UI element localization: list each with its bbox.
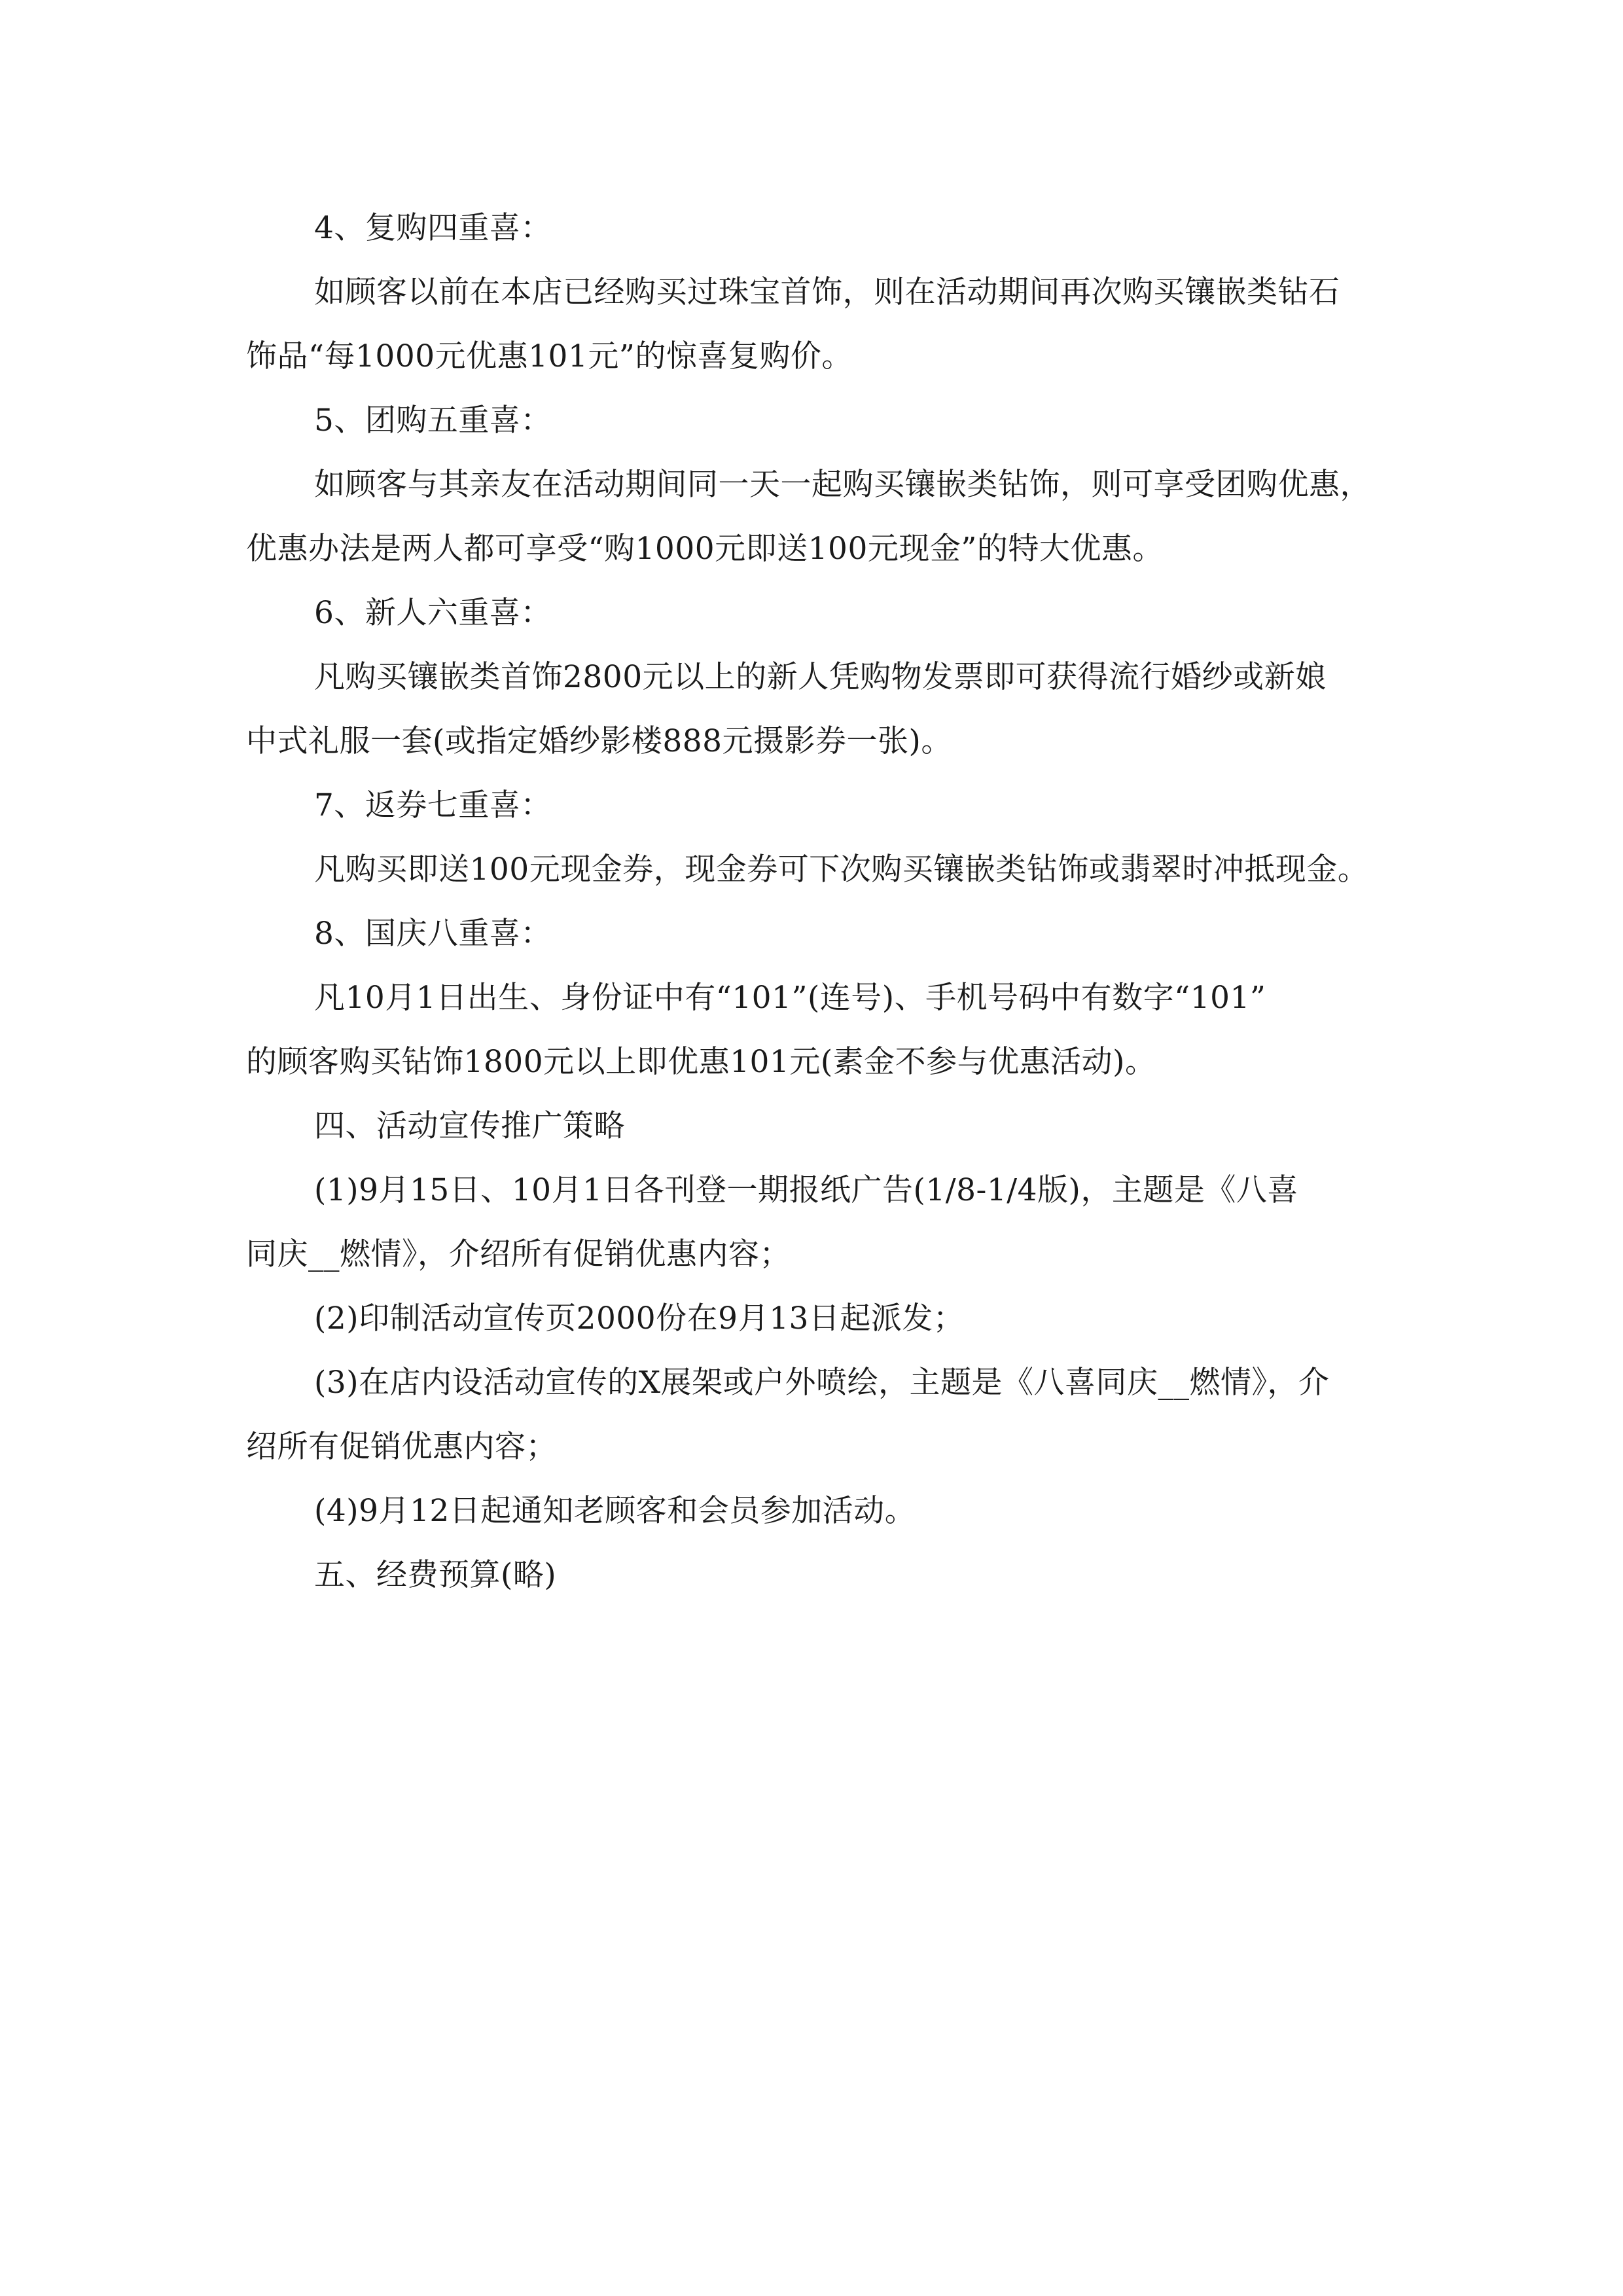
section-heading-repurchase: 4、复购四重喜： <box>314 210 552 246</box>
list-item-line: 绍所有促销优惠内容； <box>246 1429 557 1465</box>
section-heading-newlywed: 6、新人六重喜： <box>314 595 552 631</box>
section-heading-promotion-strategy: 四、活动宣传推广策略 <box>314 1108 625 1144</box>
section-heading-voucher: 7、返券七重喜： <box>314 787 552 823</box>
paragraph-line: 的顾客购买钻饰1800元以上即优惠101元(素金不参与优惠活动)。 <box>246 1044 1156 1080</box>
paragraph-line: 饰品“每1000元优惠101元”的惊喜复购价。 <box>246 338 853 374</box>
paragraph-line: 如顾客以前在本店已经购买过珠宝首饰，则在活动期间再次购买镶嵌类钻石 <box>314 274 1340 310</box>
paragraph-line: 中式礼服一套(或指定婚纱影楼888元摄影券一张)。 <box>246 723 952 759</box>
list-item-line: (1)9月15日、10月1日各刊登一期报纸广告(1/8-1/4版)，主题是《八喜 <box>314 1172 1298 1208</box>
paragraph-line: 如顾客与其亲友在活动期间同一天一起购买镶嵌类钻饰，则可享受团购优惠， <box>314 467 1371 503</box>
paragraph-line: 凡10月1日出生、身份证中有“101”(连号)、手机号码中有数字“101” <box>314 980 1266 1016</box>
list-item-line: (3)在店内设活动宣传的X展架或户外喷绘，主题是《八喜同庆__燃情》，介 <box>314 1365 1330 1401</box>
list-item-line: (2)印制活动宣传页2000份在9月13日起派发； <box>314 1300 965 1336</box>
paragraph-line: 凡购买镶嵌类首饰2800元以上的新人凭购物发票即可获得流行婚纱或新娘 <box>314 659 1327 695</box>
paragraph-line: 凡购买即送100元现金券，现金券可下次购买镶嵌类钻饰或翡翠时冲抵现金。 <box>314 852 1369 888</box>
section-heading-budget: 五、经费预算(略) <box>314 1557 557 1593</box>
paragraph-line: 优惠办法是两人都可享受“购1000元即送100元现金”的特大优惠。 <box>246 531 1164 567</box>
section-heading-national-day: 8、国庆八重喜： <box>314 916 552 952</box>
list-item-line: (4)9月12日起通知老顾客和会员参加活动。 <box>314 1493 916 1529</box>
document-body <box>246 196 1385 1607</box>
section-heading-group-buy: 5、团购五重喜： <box>314 403 552 439</box>
list-item-line: 同庆__燃情》，介绍所有促销优惠内容； <box>246 1236 791 1272</box>
